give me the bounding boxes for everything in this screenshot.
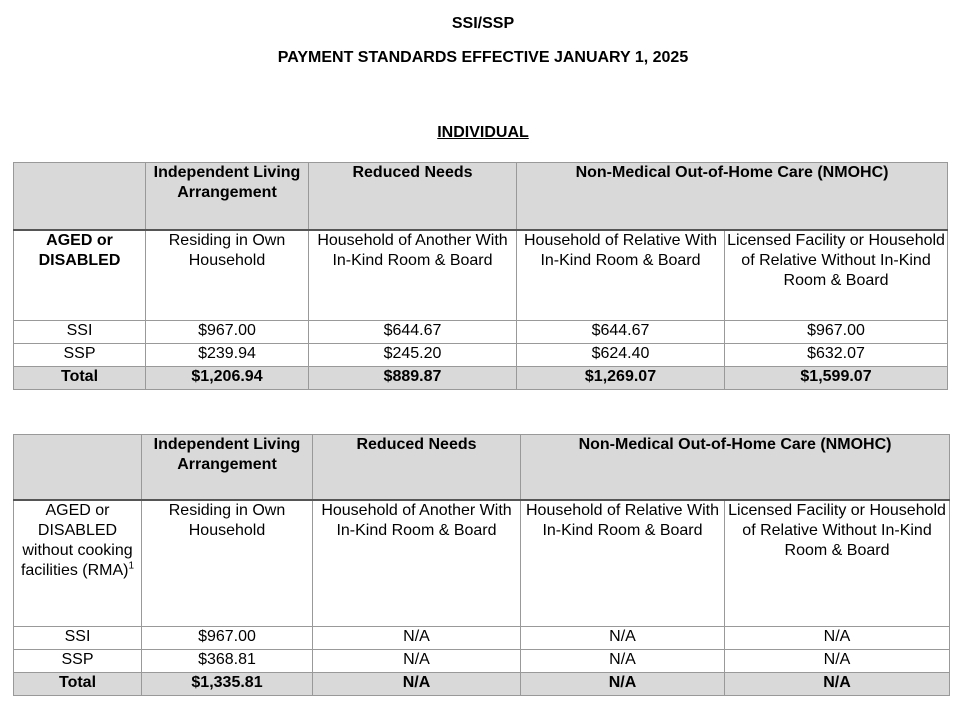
cell-licensed: $632.07: [725, 344, 948, 367]
section-heading: INDIVIDUAL: [437, 124, 529, 141]
header-ila: Independent Living Arrangement: [142, 435, 313, 500]
cell-ila: $967.00: [142, 627, 313, 650]
header-reduced-needs: Reduced Needs: [313, 435, 521, 500]
category-label-bold: AGED or DISABLED: [37, 501, 118, 539]
row-label: SSP: [14, 650, 142, 673]
row-label: SSI: [14, 321, 146, 344]
header-nmohc: Non-Medical Out-of-Home Care (NMOHC): [517, 163, 948, 230]
subheader-licensed: Licensed Facility or Household of Relative Without In-Kind Room & Board: [725, 500, 950, 627]
header-empty-cell: [14, 435, 142, 500]
table-subheader-row: [14, 500, 950, 627]
cell-relative: $644.67: [517, 321, 725, 344]
table-total-row: [14, 673, 950, 696]
cell-licensed: N/A: [725, 650, 950, 673]
subheader-reduced: Household of Another With In-Kind Room & Board: [313, 500, 521, 627]
category-label-rest: without cooking facilities (RMA): [20, 541, 133, 579]
cell-reduced: $644.67: [309, 321, 517, 344]
row-label: SSI: [14, 627, 142, 650]
table-header-row: [14, 163, 948, 230]
cell-relative: N/A: [521, 673, 725, 696]
header-nmohc: Non-Medical Out-of-Home Care (NMOHC): [521, 435, 950, 500]
category-label: AGED or DISABLED: [14, 230, 146, 321]
cell-relative: N/A: [521, 650, 725, 673]
payment-table-standard: [13, 162, 948, 390]
cell-licensed: N/A: [725, 673, 950, 696]
row-label: SSP: [14, 344, 146, 367]
footnote-marker: 1: [128, 560, 135, 572]
row-label: Total: [14, 673, 142, 696]
cell-licensed: $1,599.07: [725, 367, 948, 390]
table-row: [14, 650, 950, 673]
subheader-ila: Residing in Own Household: [146, 230, 309, 321]
table-row: [14, 344, 948, 367]
payment-table-rma: [13, 434, 950, 696]
subheader-reduced: Household of Another With In-Kind Room & Board: [309, 230, 517, 321]
cell-reduced: N/A: [313, 673, 521, 696]
header-reduced-needs: Reduced Needs: [309, 163, 517, 230]
cell-licensed: N/A: [725, 627, 950, 650]
category-label: [14, 500, 142, 627]
row-label: Total: [14, 367, 146, 390]
cell-reduced: $245.20: [309, 344, 517, 367]
cell-licensed: $967.00: [725, 321, 948, 344]
cell-ila: $967.00: [146, 321, 309, 344]
cell-ila: $1,206.94: [146, 367, 309, 390]
table-total-row: [14, 367, 948, 390]
cell-reduced: $889.87: [309, 367, 517, 390]
cell-relative: N/A: [521, 627, 725, 650]
table-header-row: [14, 435, 950, 500]
subheader-relative: Household of Relative With In-Kind Room & Board: [517, 230, 725, 321]
document-subtitle: PAYMENT STANDARDS EFFECTIVE JANUARY 1, 2025: [277, 49, 689, 66]
cell-relative: $1,269.07: [517, 367, 725, 390]
header-empty-cell: [14, 163, 146, 230]
table-subheader-row: [14, 230, 948, 321]
cell-ila: $368.81: [142, 650, 313, 673]
subheader-relative: Household of Relative With In-Kind Room & Board: [521, 500, 725, 627]
cell-reduced: N/A: [313, 627, 521, 650]
document-title: SSI/SSP: [451, 15, 515, 32]
cell-ila: $1,335.81: [142, 673, 313, 696]
cell-relative: $624.40: [517, 344, 725, 367]
header-ila: Independent Living Arrangement: [146, 163, 309, 230]
cell-reduced: N/A: [313, 650, 521, 673]
subheader-licensed: Licensed Facility or Household of Relative Without In-Kind Room & Board: [725, 230, 948, 321]
cell-ila: $239.94: [146, 344, 309, 367]
subheader-ila: Residing in Own Household: [142, 500, 313, 627]
table-row: [14, 627, 950, 650]
table-row: [14, 321, 948, 344]
